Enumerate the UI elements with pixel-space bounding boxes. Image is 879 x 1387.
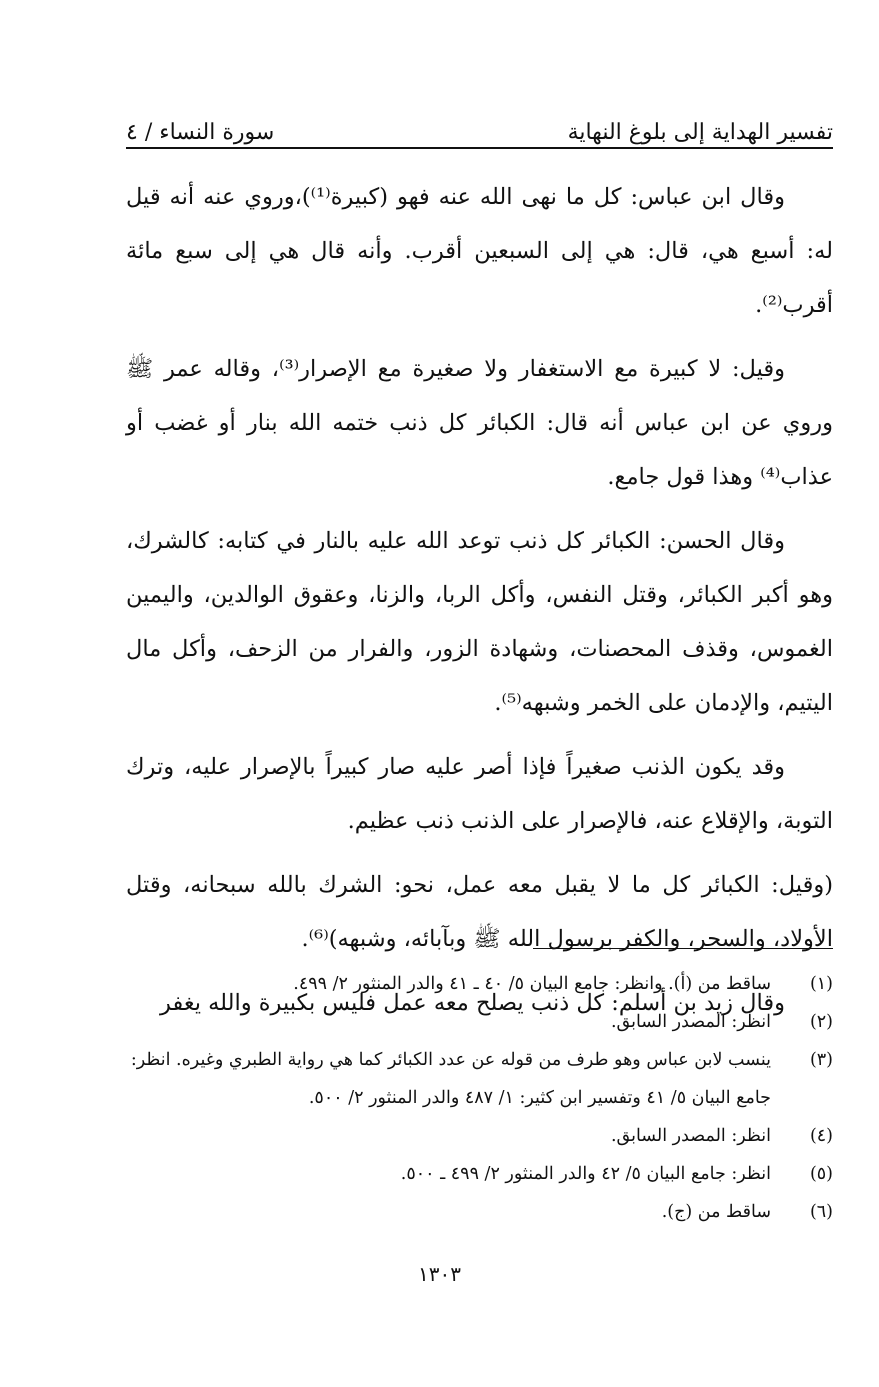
footnote-text: انظر: جامع البيان ٥/ ٤٢ والدر المنثور ٢/ ٤٩٩ ـ ٥٠٠.: [400, 1164, 771, 1184]
paragraph-text: وقال ابن عباس: كل ما نهى الله عنه فهو (كبيرة⁽¹⁾)،وروي عنه أنه قيل له: أسبع هي، قال: هي إلى السبعين أقرب. وأنه قال هي إلى سبع مائة أقرب⁽²⁾.: [126, 184, 833, 318]
footnote-number: (٢): [809, 1012, 833, 1032]
paragraph: [126, 514, 833, 730]
paragraph-text: وقال الحسن: الكبائر كل ذنب توعد الله عليه بالنار في كتابه: كالشرك، وهو أكبر الكبائر، وقتل النفس، وأكل الربا، والزنا، وعقوق الوالدين، واليمين الغموس، وقذف المحصنات، وشهادة الزور، والفرار من الزحف، وأكل مال اليتيم، والإدمان على الخمر وشبهه⁽⁵⁾.: [126, 528, 833, 716]
footnote-text: ساقط من (ج).: [661, 1202, 771, 1222]
page-number: ١٣٠٣: [418, 1262, 461, 1286]
footnote-number: (٣): [809, 1050, 833, 1070]
footnote-text: ساقط من (أ). وانظر: جامع البيان ٥/ ٤٠ ـ ٤١ والدر المنثور ٢/ ٤٩٩.: [293, 974, 771, 994]
paragraph: [126, 740, 833, 848]
paragraph-text: (وقيل: الكبائر كل ما لا يقبل معه عمل، نحو: الشرك بالله سبحانه، وقتل الأولاد، والسحر، والكفر برسول الله ﷺ وبآبائه، وشبهه)⁽⁶⁾.: [126, 872, 833, 952]
paragraph: [126, 170, 833, 332]
running-header: [126, 108, 833, 148]
footnote-item: [126, 1003, 833, 1041]
footnote-item: [126, 1155, 833, 1193]
section-title: سورة النساء / ٤: [126, 120, 275, 145]
footnote-number: (١): [809, 974, 833, 994]
footnote-item: [126, 1117, 833, 1155]
footnote-number: (٦): [809, 1202, 833, 1222]
paragraph: [126, 858, 833, 966]
book-title: تفسير الهداية إلى بلوغ النهاية: [567, 120, 833, 145]
paragraph-text: وقد يكون الذنب صغيراً فإذا أصر عليه صار كبيراً بالإصرار عليه، وترك التوبة، والإقلاع عنه، فالإصرار على الذنب ذنب عظيم.: [126, 754, 833, 834]
paragraph-text: وقال زيد بن أسلم: كل ذنب يصلح معه عمل فليس بكبيرة والله يغفر: [160, 990, 785, 1016]
header-rule: [126, 147, 833, 149]
footnote-item: [126, 1193, 833, 1231]
footnotes: [126, 965, 833, 1231]
footnote-text: انظر: المصدر السابق.: [610, 1126, 771, 1146]
main-text: [126, 170, 833, 1048]
paragraph: [126, 342, 833, 504]
footnote-number: (٤): [809, 1126, 833, 1146]
footnote-text: انظر: المصدر السابق.: [610, 1012, 771, 1032]
footnote-item: [126, 965, 833, 1003]
footnote-item: [126, 1041, 833, 1117]
footnote-separator: [533, 948, 833, 949]
footnote-number: (٥): [809, 1164, 833, 1184]
footnote-text: ينسب لابن عباس وهو طرف من قوله عن عدد الكبائر كما هي رواية الطبري وغيره. انظر: جامع البيان ٥/ ٤١ وتفسير ابن كثير: ١/ ٤٨٧ والدر المنثور ٢/ ٥٠٠.: [130, 1050, 771, 1108]
paragraph-text: وقيل: لا كبيرة مع الاستغفار ولا صغيرة مع الإصرار⁽³⁾، وقاله عمر ﷺ وروي عن ابن عباس أنه قال: الكبائر كل ذنب ختمه الله بنار أو غضب أو عذاب⁽⁴⁾ وهذا قول جامع.: [126, 356, 833, 490]
